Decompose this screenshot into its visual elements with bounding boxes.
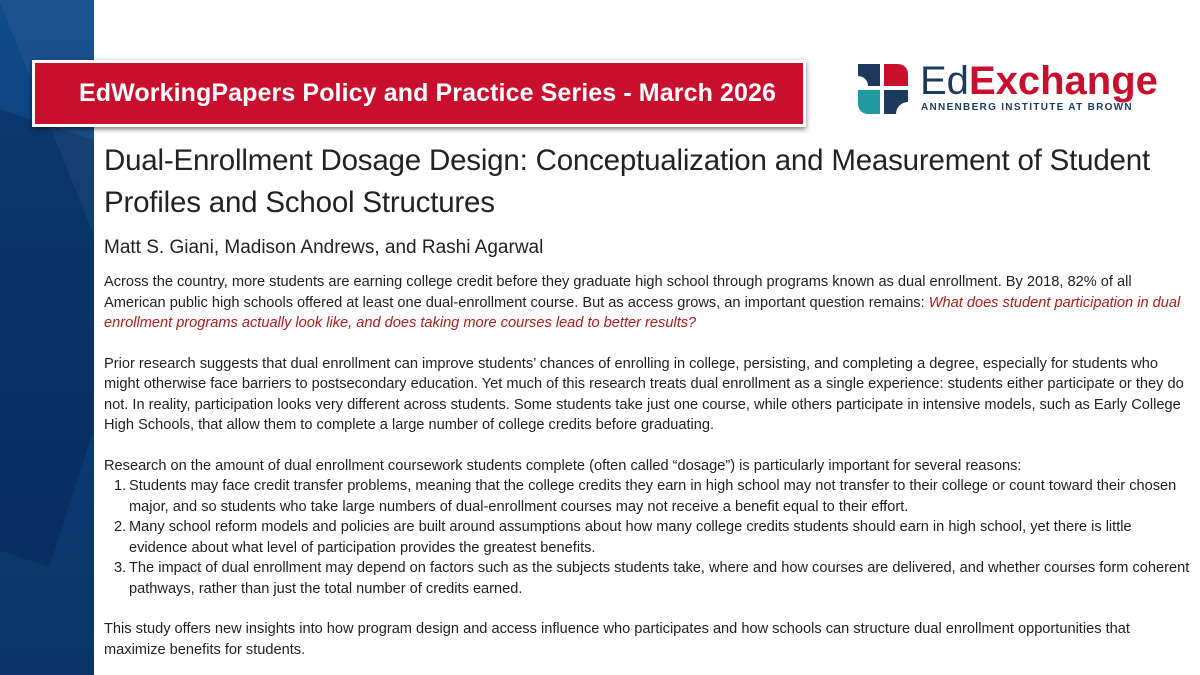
reasons-intro: Research on the amount of dual enrollment coursework students complete (often called “dosage”) is particularly important for several reasons:: [104, 457, 1022, 474]
intro-text: Across the country, more students are earning college credit before they graduate high school through programs known as dual enrollment. By 2018, 82% of all American public high schools offered at least one dual-enrollment course. But as access grows, an important question remains:: [104, 274, 1132, 311]
logo-exchange-text: Exchange: [968, 59, 1158, 103]
research-question: What does student participation in dual enrollment programs actually look like, and does taking more courses lead to better results?: [104, 294, 1181, 331]
paper-summary: [104, 140, 1190, 660]
reasons-list: [104, 476, 1190, 599]
list-item: [104, 517, 1190, 558]
list-number: 3.: [114, 560, 127, 576]
edexchange-logo: [858, 59, 1158, 120]
edexchange-logo-mark-icon: [858, 64, 908, 114]
series-banner-text: EdWorkingPapers Policy and Practice Series - March 2026: [79, 79, 777, 107]
reasons-section: [104, 456, 1190, 600]
edexchange-logo-wordmark: [920, 58, 1158, 104]
prior-research-paragraph: Prior research suggests that dual enrollment can improve students’ chances of enrolling in college, persisting, and completing a degree, especially for students who might otherwise face barriers to postsecondary education. Yet much of this research treats dual enrollment as a single experience: students either participate or they do not. In reality, participation looks very different across students. Some students take just one course, while others participate in intensive models, such as Early College High Schools, that allow them to complete a large number of college credits before graduating.: [104, 355, 1184, 433]
logo-ed-text: Ed: [920, 59, 969, 103]
series-banner: [32, 60, 806, 127]
list-text: Students may face credit transfer problems, meaning that the college credits they earn in high school may not transfer to their college or count toward their chosen major, and so students who take large numbers of dual-enrollment courses may not receive a benefit equal to their effort.: [129, 478, 1177, 515]
closing-paragraph: This study offers new insights into how program design and access influence who participates and how schools can structure dual enrollment opportunities that maximize benefits for students.: [104, 621, 1130, 658]
list-text: Many school reform models and policies are built around assumptions about how many college credits students should earn in high school, yet there is little evidence about what level of participation provides the greatest benefits.: [129, 519, 1132, 556]
list-number: 2.: [114, 519, 127, 535]
list-text: The impact of dual enrollment may depend on factors such as the subjects students take, where and how courses are delivered, and whether courses form coherent pathways, rather than just the total number of credits earned.: [129, 560, 1190, 597]
paper-title: Dual-Enrollment Dosage Design: Conceptualization and Measurement of Student Profiles and School Structures: [104, 144, 1150, 219]
list-number: 1.: [114, 478, 127, 494]
intro-paragraph: [104, 272, 1190, 334]
list-item: [104, 558, 1190, 599]
paper-authors: Matt S. Giani, Madison Andrews, and Rashi Agarwal: [104, 237, 544, 258]
list-item: [104, 476, 1190, 517]
logo-subtitle: ANNENBERG INSTITUTE AT BROWN: [921, 102, 1133, 113]
